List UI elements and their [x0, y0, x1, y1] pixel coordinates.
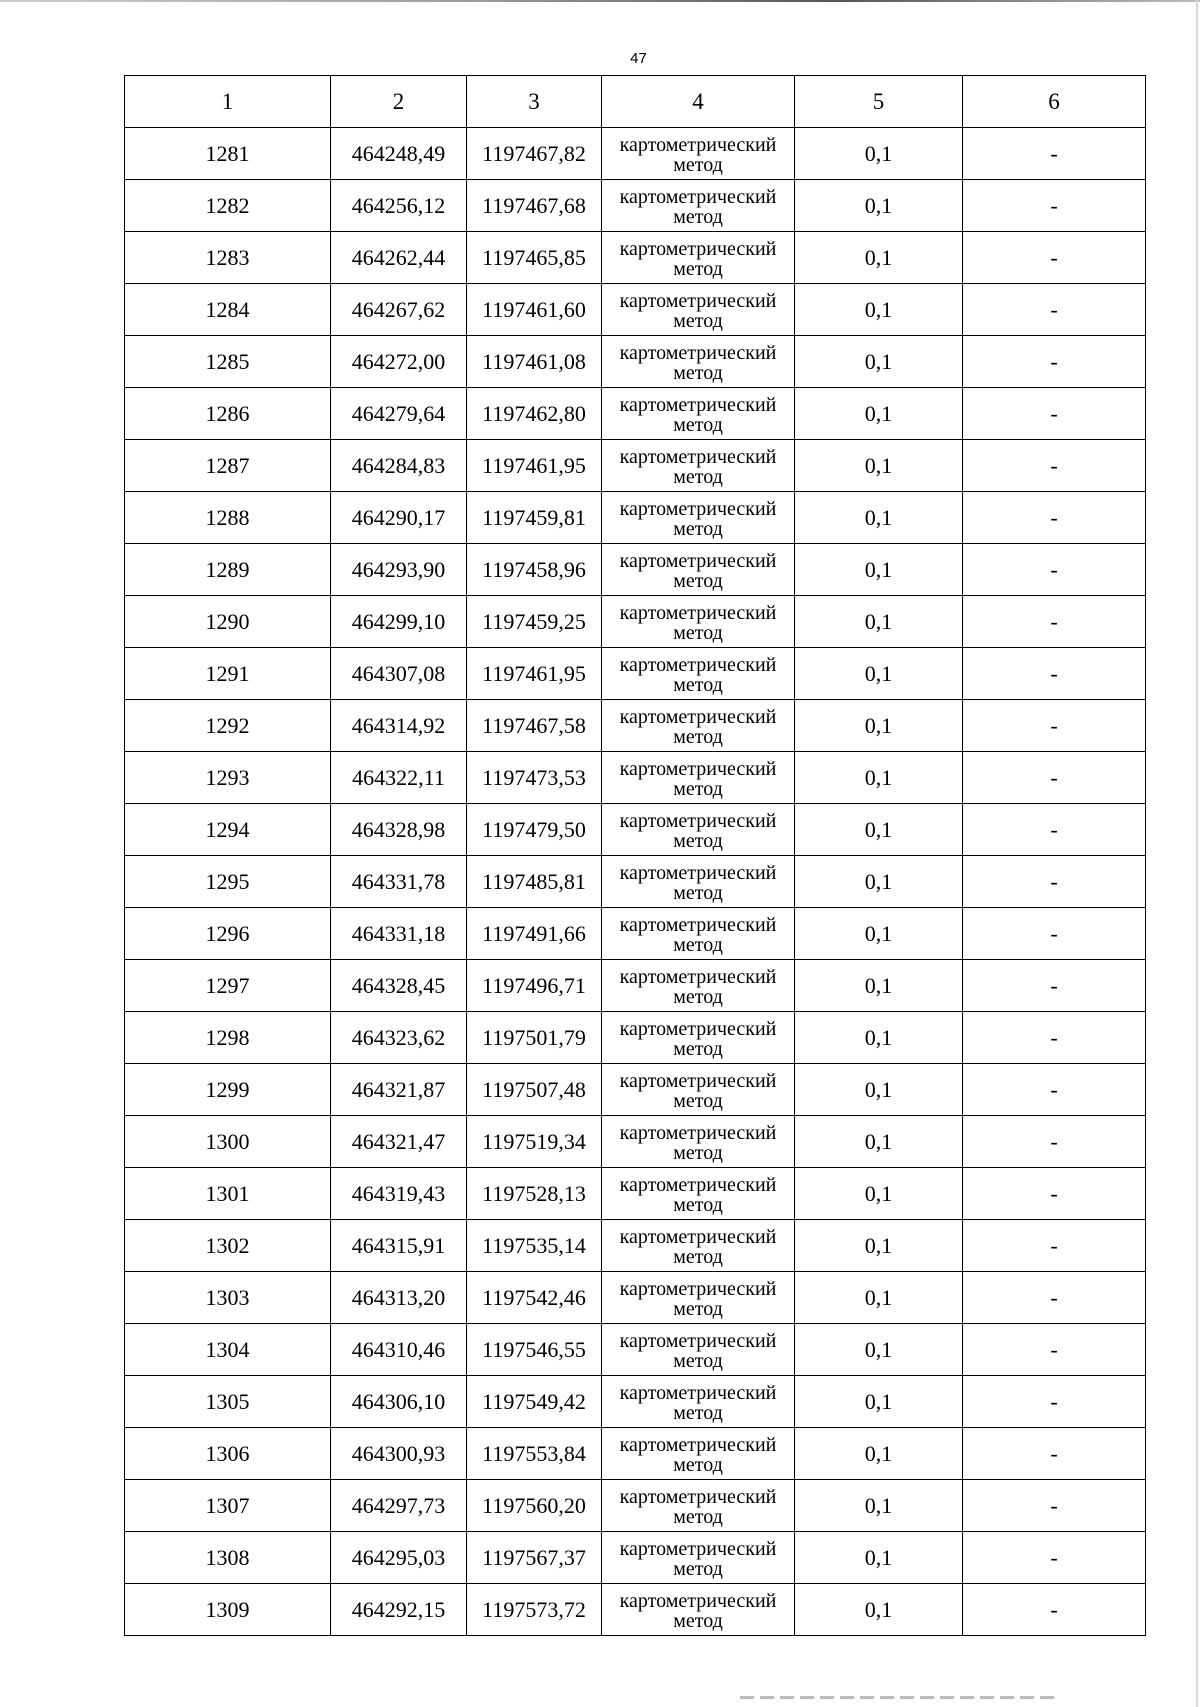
method-cell — [602, 1116, 795, 1168]
method-line-2: метод — [673, 257, 723, 280]
note-cell: - — [963, 1168, 1146, 1220]
x-coordinate-cell: 464284,83 — [331, 440, 467, 492]
table-row — [125, 1480, 1146, 1532]
point-number-cell: 1281 — [125, 128, 331, 180]
method-line-1: картометрический — [619, 913, 777, 936]
y-coordinate-cell: 1197507,48 — [467, 1064, 602, 1116]
method-line-1: картометрический — [619, 653, 777, 676]
y-coordinate-cell: 1197528,13 — [467, 1168, 602, 1220]
scan-right-edge — [1196, 0, 1198, 1707]
y-coordinate-cell: 1197546,55 — [467, 1324, 602, 1376]
method-cell — [602, 596, 795, 648]
x-coordinate-cell: 464295,03 — [331, 1532, 467, 1584]
table-row — [125, 1376, 1146, 1428]
table-row — [125, 284, 1146, 336]
method-line-2: метод — [673, 1245, 723, 1268]
method-line-2: метод — [673, 361, 723, 384]
method-line-1: картометрический — [619, 1433, 777, 1456]
note-cell: - — [963, 1584, 1146, 1636]
point-number-cell: 1282 — [125, 180, 331, 232]
x-coordinate-cell: 464256,12 — [331, 180, 467, 232]
point-number-cell: 1287 — [125, 440, 331, 492]
table-row — [125, 1428, 1146, 1480]
x-coordinate-cell: 464315,91 — [331, 1220, 467, 1272]
accuracy-cell: 0,1 — [795, 1064, 963, 1116]
note-cell: - — [963, 1428, 1146, 1480]
point-number-cell: 1300 — [125, 1116, 331, 1168]
method-cell — [602, 1324, 795, 1376]
note-cell: - — [963, 804, 1146, 856]
accuracy-cell: 0,1 — [795, 700, 963, 752]
method-line-2: метод — [673, 985, 723, 1008]
method-cell — [602, 1220, 795, 1272]
y-coordinate-cell: 1197461,95 — [467, 440, 602, 492]
method-cell — [602, 1012, 795, 1064]
x-coordinate-cell: 464321,47 — [331, 1116, 467, 1168]
x-coordinate-cell: 464297,73 — [331, 1480, 467, 1532]
x-coordinate-cell: 464279,64 — [331, 388, 467, 440]
method-line-1: картометрический — [619, 1277, 777, 1300]
y-coordinate-cell: 1197459,81 — [467, 492, 602, 544]
method-line-1: картометрический — [619, 1173, 777, 1196]
y-coordinate-cell: 1197467,68 — [467, 180, 602, 232]
note-cell: - — [963, 1116, 1146, 1168]
accuracy-cell: 0,1 — [795, 1168, 963, 1220]
method-cell — [602, 492, 795, 544]
table-row — [125, 544, 1146, 596]
point-number-cell: 1295 — [125, 856, 331, 908]
point-number-cell: 1294 — [125, 804, 331, 856]
accuracy-cell: 0,1 — [795, 1376, 963, 1428]
x-coordinate-cell: 464310,46 — [331, 1324, 467, 1376]
x-coordinate-cell: 464248,49 — [331, 128, 467, 180]
method-cell — [602, 752, 795, 804]
method-line-1: картометрический — [619, 237, 777, 260]
table-row — [125, 908, 1146, 960]
accuracy-cell: 0,1 — [795, 128, 963, 180]
method-line-2: метод — [673, 777, 723, 800]
method-cell — [602, 232, 795, 284]
y-coordinate-cell: 1197501,79 — [467, 1012, 602, 1064]
x-coordinate-cell: 464272,00 — [331, 336, 467, 388]
note-cell: - — [963, 960, 1146, 1012]
x-coordinate-cell: 464290,17 — [331, 492, 467, 544]
accuracy-cell: 0,1 — [795, 284, 963, 336]
x-coordinate-cell: 464292,15 — [331, 1584, 467, 1636]
method-line-1: картометрический — [619, 497, 777, 520]
table-row — [125, 1064, 1146, 1116]
y-coordinate-cell: 1197573,72 — [467, 1584, 602, 1636]
method-cell — [602, 388, 795, 440]
point-number-cell: 1297 — [125, 960, 331, 1012]
note-cell: - — [963, 1272, 1146, 1324]
note-cell: - — [963, 128, 1146, 180]
method-line-1: картометрический — [619, 1589, 777, 1612]
note-cell: - — [963, 492, 1146, 544]
method-line-2: метод — [673, 1193, 723, 1216]
method-line-2: метод — [673, 1089, 723, 1112]
method-cell — [602, 440, 795, 492]
y-coordinate-cell: 1197462,80 — [467, 388, 602, 440]
table-row — [125, 1220, 1146, 1272]
table-row — [125, 1324, 1146, 1376]
method-line-2: метод — [673, 1297, 723, 1320]
y-coordinate-cell: 1197467,82 — [467, 128, 602, 180]
accuracy-cell: 0,1 — [795, 908, 963, 960]
method-line-1: картометрический — [619, 861, 777, 884]
method-line-1: картометрический — [619, 757, 777, 780]
note-cell: - — [963, 700, 1146, 752]
y-coordinate-cell: 1197467,58 — [467, 700, 602, 752]
y-coordinate-cell: 1197496,71 — [467, 960, 602, 1012]
point-number-cell: 1303 — [125, 1272, 331, 1324]
column-header: 6 — [963, 76, 1146, 128]
table-row — [125, 1012, 1146, 1064]
column-header: 4 — [602, 76, 795, 128]
point-number-cell: 1302 — [125, 1220, 331, 1272]
y-coordinate-cell: 1197479,50 — [467, 804, 602, 856]
x-coordinate-cell: 464313,20 — [331, 1272, 467, 1324]
point-number-cell: 1299 — [125, 1064, 331, 1116]
method-line-2: метод — [673, 673, 723, 696]
note-cell: - — [963, 1324, 1146, 1376]
y-coordinate-cell: 1197461,08 — [467, 336, 602, 388]
y-coordinate-cell: 1197542,46 — [467, 1272, 602, 1324]
method-line-1: картометрический — [619, 1121, 777, 1144]
accuracy-cell: 0,1 — [795, 1428, 963, 1480]
method-line-1: картометрический — [619, 133, 777, 156]
method-cell — [602, 1428, 795, 1480]
note-cell: - — [963, 648, 1146, 700]
x-coordinate-cell: 464314,92 — [331, 700, 467, 752]
method-line-1: картометрический — [619, 341, 777, 364]
accuracy-cell: 0,1 — [795, 440, 963, 492]
column-header: 2 — [331, 76, 467, 128]
method-cell — [602, 128, 795, 180]
note-cell: - — [963, 232, 1146, 284]
note-cell: - — [963, 180, 1146, 232]
y-coordinate-cell: 1197567,37 — [467, 1532, 602, 1584]
x-coordinate-cell: 464306,10 — [331, 1376, 467, 1428]
method-cell — [602, 908, 795, 960]
method-cell — [602, 960, 795, 1012]
point-number-cell: 1306 — [125, 1428, 331, 1480]
y-coordinate-cell: 1197560,20 — [467, 1480, 602, 1532]
method-line-1: картометрический — [619, 1225, 777, 1248]
y-coordinate-cell: 1197458,96 — [467, 544, 602, 596]
method-line-1: картометрический — [619, 1329, 777, 1352]
x-coordinate-cell: 464319,43 — [331, 1168, 467, 1220]
point-number-cell: 1296 — [125, 908, 331, 960]
scan-bottom-marks — [740, 1696, 1060, 1699]
table-row — [125, 752, 1146, 804]
method-line-2: метод — [673, 309, 723, 332]
method-cell — [602, 544, 795, 596]
accuracy-cell: 0,1 — [795, 232, 963, 284]
y-coordinate-cell: 1197461,95 — [467, 648, 602, 700]
column-header: 1 — [125, 76, 331, 128]
x-coordinate-cell: 464328,45 — [331, 960, 467, 1012]
method-cell — [602, 336, 795, 388]
accuracy-cell: 0,1 — [795, 1116, 963, 1168]
point-number-cell: 1307 — [125, 1480, 331, 1532]
point-number-cell: 1308 — [125, 1532, 331, 1584]
table-row — [125, 1584, 1146, 1636]
note-cell: - — [963, 1220, 1146, 1272]
method-line-2: метод — [673, 569, 723, 592]
table-row — [125, 128, 1146, 180]
note-cell: - — [963, 336, 1146, 388]
method-cell — [602, 1064, 795, 1116]
point-number-cell: 1292 — [125, 700, 331, 752]
method-line-2: метод — [673, 621, 723, 644]
accuracy-cell: 0,1 — [795, 492, 963, 544]
y-coordinate-cell: 1197491,66 — [467, 908, 602, 960]
table-row — [125, 440, 1146, 492]
method-line-2: метод — [673, 1609, 723, 1632]
method-cell — [602, 180, 795, 232]
table-header-row — [125, 76, 1146, 128]
point-number-cell: 1290 — [125, 596, 331, 648]
method-line-1: картометрический — [619, 1537, 777, 1560]
method-cell — [602, 648, 795, 700]
table-row — [125, 180, 1146, 232]
method-line-2: метод — [673, 1401, 723, 1424]
y-coordinate-cell: 1197485,81 — [467, 856, 602, 908]
note-cell: - — [963, 752, 1146, 804]
method-line-1: картометрический — [619, 1485, 777, 1508]
y-coordinate-cell: 1197535,14 — [467, 1220, 602, 1272]
method-line-2: метод — [673, 1453, 723, 1476]
table-row — [125, 1532, 1146, 1584]
table-row — [125, 1116, 1146, 1168]
accuracy-cell: 0,1 — [795, 1532, 963, 1584]
method-line-2: метод — [673, 1141, 723, 1164]
accuracy-cell: 0,1 — [795, 752, 963, 804]
note-cell: - — [963, 440, 1146, 492]
method-line-1: картометрический — [619, 601, 777, 624]
table-row — [125, 856, 1146, 908]
method-line-1: картометрический — [619, 289, 777, 312]
x-coordinate-cell: 464300,93 — [331, 1428, 467, 1480]
table-row — [125, 1272, 1146, 1324]
method-line-2: метод — [673, 725, 723, 748]
method-line-2: метод — [673, 1557, 723, 1580]
y-coordinate-cell: 1197459,25 — [467, 596, 602, 648]
point-number-cell: 1286 — [125, 388, 331, 440]
table-row — [125, 700, 1146, 752]
table-row — [125, 960, 1146, 1012]
point-number-cell: 1291 — [125, 648, 331, 700]
method-line-1: картометрический — [619, 549, 777, 572]
accuracy-cell: 0,1 — [795, 544, 963, 596]
method-line-2: метод — [673, 1505, 723, 1528]
x-coordinate-cell: 464321,87 — [331, 1064, 467, 1116]
method-cell — [602, 804, 795, 856]
method-cell — [602, 284, 795, 336]
point-number-cell: 1304 — [125, 1324, 331, 1376]
point-number-cell: 1309 — [125, 1584, 331, 1636]
note-cell: - — [963, 1376, 1146, 1428]
method-line-1: картометрический — [619, 1017, 777, 1040]
accuracy-cell: 0,1 — [795, 336, 963, 388]
note-cell: - — [963, 856, 1146, 908]
table-row — [125, 388, 1146, 440]
y-coordinate-cell: 1197473,53 — [467, 752, 602, 804]
method-line-2: метод — [673, 829, 723, 852]
accuracy-cell: 0,1 — [795, 804, 963, 856]
page-number: 47 — [630, 50, 647, 67]
method-cell — [602, 1532, 795, 1584]
accuracy-cell: 0,1 — [795, 596, 963, 648]
point-number-cell: 1305 — [125, 1376, 331, 1428]
method-line-1: картометрический — [619, 445, 777, 468]
method-line-2: метод — [673, 153, 723, 176]
x-coordinate-cell: 464267,62 — [331, 284, 467, 336]
point-number-cell: 1288 — [125, 492, 331, 544]
table-row — [125, 596, 1146, 648]
method-cell — [602, 856, 795, 908]
table-row — [125, 1168, 1146, 1220]
method-line-2: метод — [673, 1349, 723, 1372]
point-number-cell: 1289 — [125, 544, 331, 596]
note-cell: - — [963, 388, 1146, 440]
note-cell: - — [963, 1532, 1146, 1584]
accuracy-cell: 0,1 — [795, 1272, 963, 1324]
accuracy-cell: 0,1 — [795, 1012, 963, 1064]
x-coordinate-cell: 464323,62 — [331, 1012, 467, 1064]
x-coordinate-cell: 464307,08 — [331, 648, 467, 700]
y-coordinate-cell: 1197519,34 — [467, 1116, 602, 1168]
x-coordinate-cell: 464322,11 — [331, 752, 467, 804]
accuracy-cell: 0,1 — [795, 648, 963, 700]
x-coordinate-cell: 464293,90 — [331, 544, 467, 596]
note-cell: - — [963, 596, 1146, 648]
table-row — [125, 492, 1146, 544]
table-row — [125, 336, 1146, 388]
method-line-2: метод — [673, 1037, 723, 1060]
point-number-cell: 1301 — [125, 1168, 331, 1220]
y-coordinate-cell: 1197549,42 — [467, 1376, 602, 1428]
y-coordinate-cell: 1197553,84 — [467, 1428, 602, 1480]
accuracy-cell: 0,1 — [795, 1220, 963, 1272]
x-coordinate-cell: 464331,18 — [331, 908, 467, 960]
table-row — [125, 648, 1146, 700]
method-cell — [602, 1584, 795, 1636]
scan-top-edge — [0, 0, 1200, 2]
table-row — [125, 232, 1146, 284]
method-line-1: картометрический — [619, 393, 777, 416]
note-cell: - — [963, 908, 1146, 960]
method-cell — [602, 1168, 795, 1220]
method-line-1: картометрический — [619, 705, 777, 728]
coordinates-table — [124, 75, 1146, 1636]
point-number-cell: 1285 — [125, 336, 331, 388]
method-cell — [602, 700, 795, 752]
accuracy-cell: 0,1 — [795, 1584, 963, 1636]
column-header: 3 — [467, 76, 602, 128]
note-cell: - — [963, 1480, 1146, 1532]
note-cell: - — [963, 1064, 1146, 1116]
point-number-cell: 1283 — [125, 232, 331, 284]
table-row — [125, 804, 1146, 856]
x-coordinate-cell: 464299,10 — [331, 596, 467, 648]
method-line-1: картометрический — [619, 809, 777, 832]
point-number-cell: 1284 — [125, 284, 331, 336]
accuracy-cell: 0,1 — [795, 1324, 963, 1376]
y-coordinate-cell: 1197461,60 — [467, 284, 602, 336]
y-coordinate-cell: 1197465,85 — [467, 232, 602, 284]
method-line-2: метод — [673, 933, 723, 956]
note-cell: - — [963, 1012, 1146, 1064]
accuracy-cell: 0,1 — [795, 856, 963, 908]
accuracy-cell: 0,1 — [795, 960, 963, 1012]
note-cell: - — [963, 284, 1146, 336]
method-line-1: картометрический — [619, 965, 777, 988]
note-cell: - — [963, 544, 1146, 596]
method-line-2: метод — [673, 465, 723, 488]
method-line-1: картометрический — [619, 185, 777, 208]
accuracy-cell: 0,1 — [795, 1480, 963, 1532]
method-line-1: картометрический — [619, 1069, 777, 1092]
method-line-1: картометрический — [619, 1381, 777, 1404]
accuracy-cell: 0,1 — [795, 388, 963, 440]
method-line-2: метод — [673, 881, 723, 904]
table-body — [125, 128, 1146, 1636]
x-coordinate-cell: 464262,44 — [331, 232, 467, 284]
point-number-cell: 1298 — [125, 1012, 331, 1064]
method-line-2: метод — [673, 413, 723, 436]
point-number-cell: 1293 — [125, 752, 331, 804]
accuracy-cell: 0,1 — [795, 180, 963, 232]
x-coordinate-cell: 464331,78 — [331, 856, 467, 908]
method-line-2: метод — [673, 205, 723, 228]
column-header: 5 — [795, 76, 963, 128]
method-cell — [602, 1480, 795, 1532]
method-cell — [602, 1376, 795, 1428]
method-line-2: метод — [673, 517, 723, 540]
method-cell — [602, 1272, 795, 1324]
x-coordinate-cell: 464328,98 — [331, 804, 467, 856]
